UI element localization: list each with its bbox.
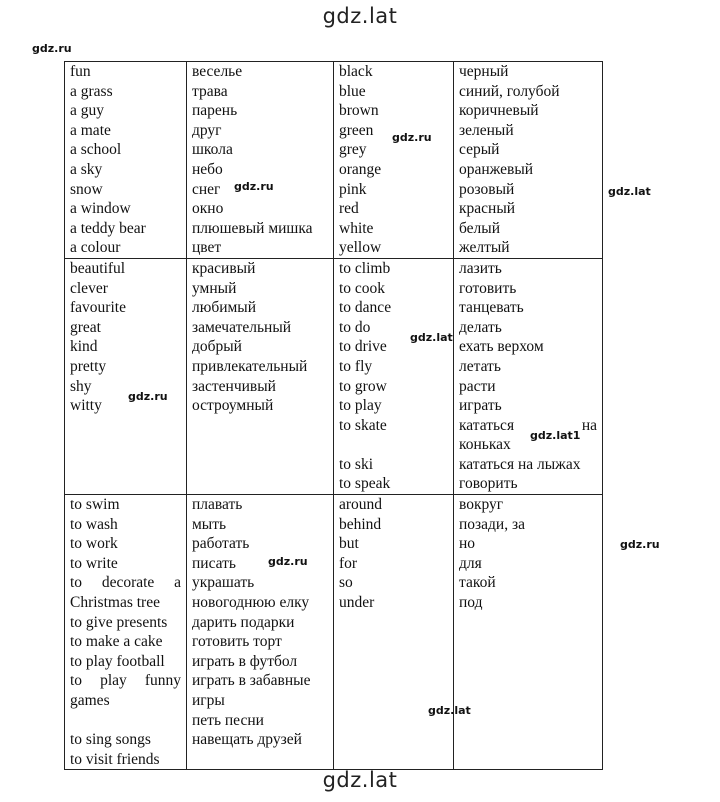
- word-line: летать: [459, 357, 501, 375]
- word-line: но: [459, 535, 476, 553]
- word-line: a window: [70, 200, 131, 218]
- word-line: to speak: [339, 475, 391, 493]
- russian-translations-cell: [454, 495, 603, 770]
- word-line: красный: [459, 200, 516, 218]
- word-line: играть в забавные: [192, 672, 311, 690]
- watermark: gdz.ru: [392, 131, 432, 144]
- word-line: друг: [192, 121, 222, 139]
- word-line: to fly: [339, 357, 373, 375]
- word-line: остроумный: [192, 397, 274, 415]
- word-line: лазить: [459, 259, 502, 277]
- word-line: дарить подарки: [192, 613, 295, 631]
- word-line: great: [70, 318, 101, 336]
- word-line: black: [339, 63, 373, 80]
- word-line: коричневый: [459, 102, 539, 120]
- word-line: to decorate a: [70, 574, 181, 592]
- watermark: gdz.ru: [620, 538, 660, 551]
- word-line: петь песни: [192, 711, 264, 729]
- word-line: танцевать: [459, 299, 524, 317]
- word-line: игры: [192, 692, 225, 709]
- word-line: favourite: [70, 299, 126, 317]
- word-line: расти: [459, 377, 496, 395]
- word-line: kind: [70, 338, 98, 356]
- word-line: games: [70, 692, 110, 709]
- word-line: to write: [70, 554, 118, 572]
- word-line: черный: [459, 63, 509, 80]
- word-line: a colour: [70, 239, 121, 257]
- word-line: такой: [459, 574, 496, 592]
- table-row: [65, 62, 603, 259]
- word-line: окно: [192, 200, 224, 218]
- word-line: a school: [70, 141, 122, 159]
- word-line: blue: [339, 82, 366, 100]
- word-line: красивый: [192, 259, 256, 277]
- word-line: оранжевый: [459, 160, 534, 178]
- word-line: позади, за: [459, 515, 525, 533]
- word-line: a teddy bear: [70, 219, 146, 237]
- word-line: clever: [70, 279, 108, 297]
- word-line: синий, голубой: [459, 82, 560, 100]
- watermark: gdz.lat: [428, 704, 471, 717]
- word-line: замечательный: [192, 318, 292, 336]
- word-line: розовый: [459, 180, 515, 198]
- word-line: серый: [459, 141, 500, 159]
- word-line: a guy: [70, 102, 105, 120]
- word-line: to skate: [339, 416, 387, 434]
- word-line: говорить: [459, 475, 518, 493]
- word-line: to cook: [339, 279, 386, 297]
- word-line: to do: [339, 318, 371, 336]
- word-line: [339, 435, 448, 455]
- word-line: snow: [70, 180, 103, 198]
- table-row: [65, 258, 603, 494]
- word-line: but: [339, 535, 359, 553]
- word-line: shy: [70, 377, 92, 395]
- word-line: beautiful: [70, 259, 126, 277]
- english-words-cell: [334, 258, 454, 494]
- word-line: играть: [459, 397, 502, 415]
- word-line: Christmas tree: [70, 594, 160, 612]
- russian-translations-cell: [187, 258, 334, 494]
- word-line: so: [339, 574, 353, 592]
- word-line: белый: [459, 219, 501, 237]
- word-line: to swim: [70, 496, 120, 514]
- word-line: a sky: [70, 160, 103, 178]
- russian-translations-cell: [454, 62, 603, 259]
- word-line: делать: [459, 318, 502, 336]
- word-line: to grow: [339, 377, 387, 395]
- word-line: любимый: [192, 299, 257, 317]
- word-line: застенчивый: [192, 377, 276, 395]
- word-line: pink: [339, 180, 367, 198]
- word-line: brown: [339, 102, 379, 120]
- word-line: [70, 711, 181, 731]
- word-line: умный: [192, 279, 237, 297]
- word-line: to climb: [339, 259, 391, 277]
- watermark: gdz.ru: [234, 180, 274, 193]
- word-line: плавать: [192, 496, 243, 514]
- word-line: мыть: [192, 515, 227, 533]
- word-line: to drive: [339, 338, 387, 356]
- word-line: плюшевый мишка: [192, 219, 313, 237]
- watermark: gdz.lat: [608, 185, 651, 198]
- word-line: for: [339, 554, 358, 572]
- word-line: парень: [192, 102, 238, 120]
- word-line: новогоднюю елку: [192, 594, 310, 612]
- word-line: pretty: [70, 357, 107, 375]
- russian-translations-cell: [187, 62, 334, 259]
- word-line: around: [339, 496, 383, 514]
- word-line: yellow: [339, 239, 382, 257]
- watermark: gdz.ru: [268, 555, 308, 568]
- watermark: gdz.ru: [128, 390, 168, 403]
- word-line: коньках: [459, 436, 511, 454]
- site-header: gdz.lat: [322, 4, 398, 28]
- watermark: gdz.lat1: [530, 429, 581, 442]
- word-line: вокруг: [459, 496, 504, 514]
- word-line: под: [459, 594, 483, 612]
- word-line: to wash: [70, 515, 118, 533]
- word-line: orange: [339, 160, 382, 178]
- word-line: школа: [192, 141, 233, 159]
- word-line: to play football: [70, 652, 165, 670]
- english-words-cell: [65, 258, 187, 494]
- word-line: трава: [192, 82, 228, 100]
- word-line: to dance: [339, 299, 392, 317]
- word-line: a grass: [70, 82, 113, 100]
- word-line: witty: [70, 397, 102, 415]
- word-line: работать: [192, 535, 250, 553]
- word-line: для: [459, 554, 482, 572]
- word-line: кататься на: [459, 416, 597, 434]
- word-line: ехать верхом: [459, 338, 544, 356]
- word-line: кататься на лыжах: [459, 455, 581, 473]
- word-line: to sing songs: [70, 731, 151, 749]
- word-line: готовить: [459, 279, 517, 297]
- russian-translations-cell: [187, 495, 334, 770]
- word-line: снег: [192, 180, 221, 198]
- english-words-cell: [334, 495, 454, 770]
- word-line: писать: [192, 554, 236, 572]
- word-line: to work: [70, 535, 118, 553]
- russian-translations-cell: [454, 258, 603, 494]
- word-line: добрый: [192, 338, 242, 356]
- word-line: желтый: [459, 239, 510, 257]
- word-line: играть в футбол: [192, 652, 298, 670]
- word-line: цвет: [192, 239, 222, 257]
- vocabulary-table: [64, 61, 603, 770]
- word-line: green: [339, 121, 374, 139]
- english-words-cell: [65, 495, 187, 770]
- word-line: red: [339, 200, 359, 218]
- word-line: under: [339, 594, 375, 612]
- word-line: to visit friends: [70, 750, 160, 768]
- word-line: a mate: [70, 121, 111, 139]
- watermark: gdz.lat: [410, 331, 453, 344]
- word-line: to play funny: [70, 672, 181, 690]
- word-line: behind: [339, 515, 382, 533]
- english-words-cell: [65, 62, 187, 259]
- word-line: привлекательный: [192, 357, 308, 375]
- word-line: украшать: [192, 574, 255, 592]
- table-row: [65, 495, 603, 770]
- site-footer: gdz.lat: [322, 768, 398, 792]
- word-line: готовить торт: [192, 633, 282, 651]
- english-words-cell: [334, 62, 454, 259]
- word-line: grey: [339, 141, 367, 159]
- word-line: навещать друзей: [192, 731, 302, 749]
- word-line: to ski: [339, 455, 374, 473]
- word-line: to make a cake: [70, 633, 163, 651]
- word-line: to play: [339, 397, 382, 415]
- watermark: gdz.ru: [32, 42, 72, 55]
- word-line: white: [339, 219, 374, 237]
- word-line: fun: [70, 63, 91, 80]
- word-line: небо: [192, 160, 223, 178]
- word-line: зеленый: [459, 121, 514, 139]
- word-line: веселье: [192, 63, 243, 80]
- word-line: to give presents: [70, 613, 168, 631]
